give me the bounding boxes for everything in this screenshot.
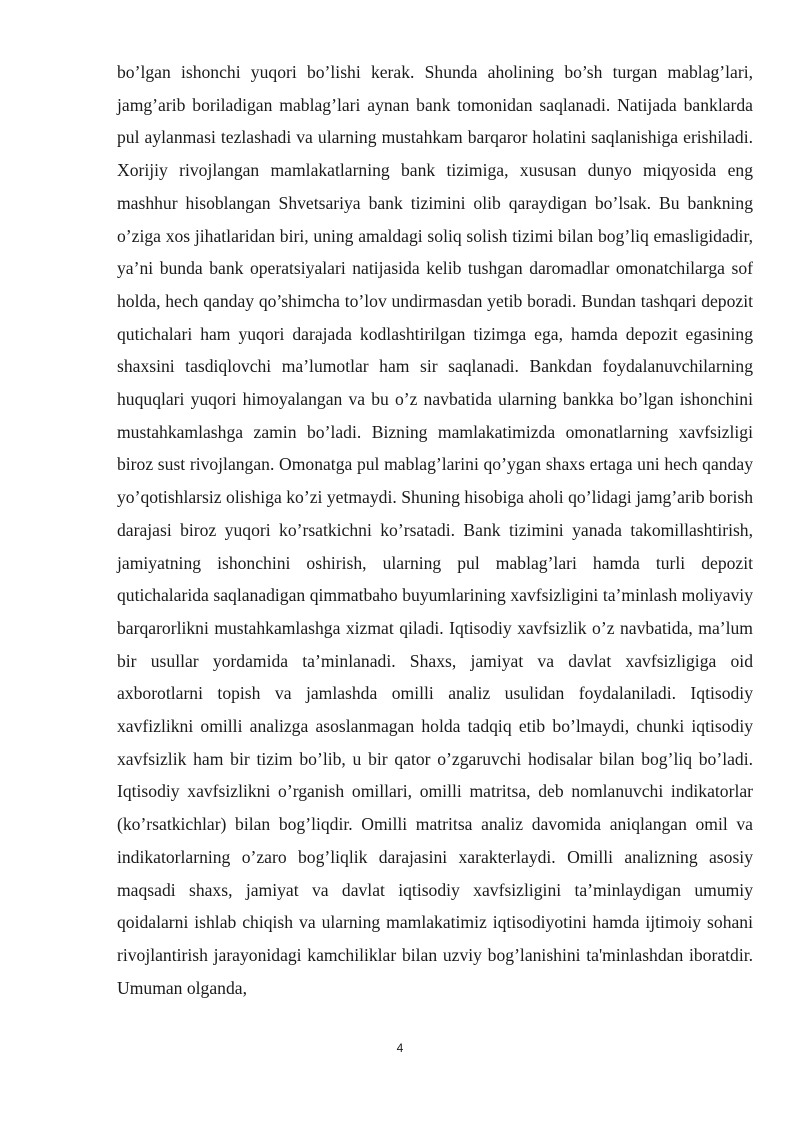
page-number: 4 [396, 1041, 404, 1055]
body-paragraph: bo’lgan ishonchi yuqori bo’lishi kerak. Shunda aholining bo’sh turgan mablag’lari, jamg’arib boriladigan mablag’lari aynan bank tomonidan saqlanadi. Natijada banklarda pul aylanmasi tezlashadi va ularning mustahkam barqaror holatini saqlanishiga erishiladi. Xorijiy rivojlangan mamlakatlarning bank tizimiga, xususan dunyo miqyosida eng mashhur hisoblangan Shvetsariya bank tizimini olib qaraydigan bo’lsak. Bu bankning o’ziga xos jihatlaridan biri, uning amaldagi soliq solish tizimi bilan bog’liq emasligidadir, ya’ni bunda bank operatsiyalari natijasida kelib tushgan daromadlar omonatchilarga sof holda, hech qanday qo’shimcha to’lov undirmasdan yetib boradi. Bundan tashqari depozit qutichalari ham yuqori darajada kodlashtirilgan tizimga ega, hamda depozit egasining shaxsini tasdiqlovchi ma’lumotlar ham sir saqlanadi. Bankdan foydalanuvchilarning huquqlari yuqori himoyalangan va bu o’z navbatida ularning bankka bo’lgan ishonchini mustahkamlashga zamin bo’ladi. Bizning mamlakatimizda omonatlarning xavfsizligi biroz sust rivojlangan. Omonatga pul mablag’larini qo’ygan shaxs ertaga uni hech qanday yo’qotishlarsiz olishiga ko’zi yetmaydi. Shuning hisobiga aholi qo’lidagi jamg’arib borish darajasi biroz yuqori ko’rsatkichni ko’rsatadi. Bank tizimini yanada takomillashtirish, jamiyatning ishonchini oshirish, ularning pul mablag’lari hamda turli depozit qutichalarida saqlanadigan qimmatbaho buyumlarining xavfsizligini ta’minlash moliyaviy barqarorlikni mustahkamlashga xizmat qiladi. Iqtisodiy xavfsizlik o’z navbatida, ma’lum bir usullar yordamida ta’minlanadi. Shaxs, jamiyat va davlat xavfsizligiga oid axborotlarni topish va jamlashda omilli analiz usulidan foydalaniladi. Iqtisodiy xavfizlikni omilli analizga asoslanmagan holda tadqiq etib bo’lmaydi, chunki iqtisodiy xavfsizlik ham bir tizim bo’lib, u bir qator o’zgaruvchi hodisalar bilan bog’liq bo’ladi. Iqtisodiy xavfsizlikni o’rganish omillari, omilli matritsa, deb nomlanuvchi indikatorlar (ko’rsatkichlar) bilan bog’liqdir. Omilli matritsa analiz davomida aniqlangan omil va indikatorlarning o’zaro bog’liqlik darajasini xarakterlaydi. Omilli analizning asosiy maqsadi shaxs, jamiyat va davlat iqtisodiy xavfsizligini ta’minlaydigan umumiy qoidalarni ishlab chiqish va ularning mamlakatimiz iqtisodiyotini hamda ijtimoiy sohani rivojlantirish jarayonidagi kamchiliklar bilan uzviy bog’lanishini ta'minlashdan iboratdir. Umuman olganda, [117, 62, 753, 998]
